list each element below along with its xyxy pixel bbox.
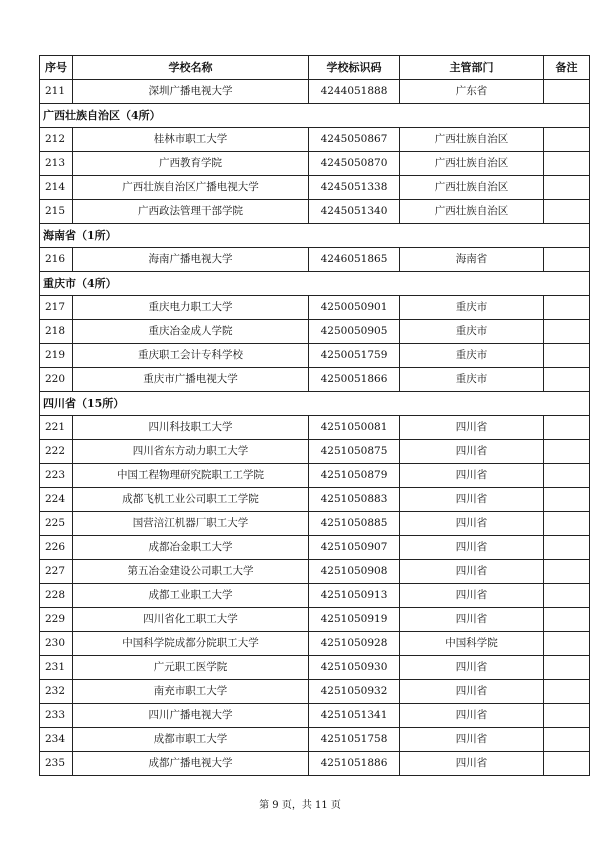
cell-department: 四川省 bbox=[400, 728, 544, 752]
header-seq: 序号 bbox=[40, 56, 73, 80]
table-row bbox=[40, 728, 590, 752]
table-row bbox=[40, 704, 590, 728]
cell-school-code: 4251050913 bbox=[309, 584, 400, 608]
table-row bbox=[40, 584, 590, 608]
cell-note bbox=[544, 368, 590, 392]
cell-school-code: 4251051886 bbox=[309, 752, 400, 776]
cell-department: 四川省 bbox=[400, 464, 544, 488]
cell-school-name: 国营涪江机器厂职工大学 bbox=[73, 512, 309, 536]
cell-school-name: 成都市职工大学 bbox=[73, 728, 309, 752]
cell-school-code: 4251050908 bbox=[309, 560, 400, 584]
table-header-row bbox=[40, 56, 590, 80]
cell-school-code: 4251050081 bbox=[309, 416, 400, 440]
table-row bbox=[40, 464, 590, 488]
cell-note bbox=[544, 152, 590, 176]
table-row bbox=[40, 320, 590, 344]
cell-department: 重庆市 bbox=[400, 296, 544, 320]
cell-seq: 231 bbox=[40, 656, 73, 680]
cell-school-name: 中国工程物理研究院职工工学院 bbox=[73, 464, 309, 488]
cell-department: 四川省 bbox=[400, 608, 544, 632]
cell-seq: 235 bbox=[40, 752, 73, 776]
cell-department: 重庆市 bbox=[400, 320, 544, 344]
cell-seq: 226 bbox=[40, 536, 73, 560]
cell-note bbox=[544, 440, 590, 464]
cell-school-name: 四川省东方动力职工大学 bbox=[73, 440, 309, 464]
cell-seq: 233 bbox=[40, 704, 73, 728]
cell-school-name: 重庆职工会计专科学校 bbox=[73, 344, 309, 368]
header-school-name: 学校名称 bbox=[73, 56, 309, 80]
header-department: 主管部门 bbox=[400, 56, 544, 80]
table-row bbox=[40, 344, 590, 368]
cell-department: 四川省 bbox=[400, 656, 544, 680]
group-header-row bbox=[40, 224, 590, 248]
cell-note bbox=[544, 536, 590, 560]
cell-department: 广西壮族自治区 bbox=[400, 176, 544, 200]
cell-department: 广西壮族自治区 bbox=[400, 200, 544, 224]
cell-seq: 212 bbox=[40, 128, 73, 152]
cell-school-code: 4250051759 bbox=[309, 344, 400, 368]
cell-department: 四川省 bbox=[400, 752, 544, 776]
cell-school-name: 成都工业职工大学 bbox=[73, 584, 309, 608]
group-label: 重庆市（4所） bbox=[40, 272, 590, 296]
cell-note bbox=[544, 656, 590, 680]
cell-department: 四川省 bbox=[400, 584, 544, 608]
cell-school-name: 成都冶金职工大学 bbox=[73, 536, 309, 560]
cell-seq: 232 bbox=[40, 680, 73, 704]
cell-school-code: 4246051865 bbox=[309, 248, 400, 272]
table-body bbox=[40, 80, 590, 776]
cell-seq: 228 bbox=[40, 584, 73, 608]
cell-note bbox=[544, 416, 590, 440]
table-row bbox=[40, 248, 590, 272]
cell-school-code: 4251050932 bbox=[309, 680, 400, 704]
cell-seq: 211 bbox=[40, 80, 73, 104]
cell-department: 广东省 bbox=[400, 80, 544, 104]
cell-department: 四川省 bbox=[400, 416, 544, 440]
cell-seq: 222 bbox=[40, 440, 73, 464]
cell-department: 四川省 bbox=[400, 440, 544, 464]
group-header-row bbox=[40, 104, 590, 128]
cell-note bbox=[544, 296, 590, 320]
cell-department: 重庆市 bbox=[400, 368, 544, 392]
cell-school-name: 成都飞机工业公司职工工学院 bbox=[73, 488, 309, 512]
cell-school-name: 重庆电力职工大学 bbox=[73, 296, 309, 320]
cell-school-name: 重庆冶金成人学院 bbox=[73, 320, 309, 344]
table-row bbox=[40, 416, 590, 440]
cell-school-code: 4251050883 bbox=[309, 488, 400, 512]
cell-seq: 225 bbox=[40, 512, 73, 536]
cell-school-code: 4245050870 bbox=[309, 152, 400, 176]
table-row bbox=[40, 680, 590, 704]
cell-seq: 220 bbox=[40, 368, 73, 392]
table-row bbox=[40, 368, 590, 392]
cell-note bbox=[544, 128, 590, 152]
cell-note bbox=[544, 488, 590, 512]
table-row bbox=[40, 296, 590, 320]
cell-school-code: 4251050930 bbox=[309, 656, 400, 680]
table-row bbox=[40, 560, 590, 584]
cell-school-code: 4244051888 bbox=[309, 80, 400, 104]
cell-note bbox=[544, 464, 590, 488]
group-label: 四川省（15所） bbox=[40, 392, 590, 416]
cell-seq: 230 bbox=[40, 632, 73, 656]
cell-school-name: 广西政法管理干部学院 bbox=[73, 200, 309, 224]
group-label: 广西壮族自治区（4所） bbox=[40, 104, 590, 128]
cell-seq: 214 bbox=[40, 176, 73, 200]
cell-school-name: 桂林市职工大学 bbox=[73, 128, 309, 152]
table-row bbox=[40, 200, 590, 224]
cell-seq: 215 bbox=[40, 200, 73, 224]
cell-note bbox=[544, 320, 590, 344]
cell-department: 重庆市 bbox=[400, 344, 544, 368]
cell-note bbox=[544, 560, 590, 584]
cell-school-name: 四川科技职工大学 bbox=[73, 416, 309, 440]
cell-seq: 224 bbox=[40, 488, 73, 512]
page-footer: 第 9 页，共 11 页 bbox=[259, 800, 341, 811]
cell-school-code: 4251050919 bbox=[309, 608, 400, 632]
cell-school-code: 4245050867 bbox=[309, 128, 400, 152]
cell-note bbox=[544, 344, 590, 368]
cell-seq: 234 bbox=[40, 728, 73, 752]
table-row bbox=[40, 152, 590, 176]
cell-department: 中国科学院 bbox=[400, 632, 544, 656]
cell-note bbox=[544, 752, 590, 776]
cell-school-code: 4251051758 bbox=[309, 728, 400, 752]
cell-school-code: 4245051340 bbox=[309, 200, 400, 224]
cell-school-name: 深圳广播电视大学 bbox=[73, 80, 309, 104]
cell-seq: 221 bbox=[40, 416, 73, 440]
cell-school-name: 四川广播电视大学 bbox=[73, 704, 309, 728]
cell-school-code: 4250050901 bbox=[309, 296, 400, 320]
cell-note bbox=[544, 608, 590, 632]
cell-department: 海南省 bbox=[400, 248, 544, 272]
cell-school-name: 重庆市广播电视大学 bbox=[73, 368, 309, 392]
cell-school-name: 四川省化工职工大学 bbox=[73, 608, 309, 632]
table-row bbox=[40, 608, 590, 632]
cell-note bbox=[544, 704, 590, 728]
cell-school-code: 4250051866 bbox=[309, 368, 400, 392]
cell-school-name: 成都广播电视大学 bbox=[73, 752, 309, 776]
cell-department: 四川省 bbox=[400, 560, 544, 584]
cell-department: 广西壮族自治区 bbox=[400, 152, 544, 176]
cell-note bbox=[544, 200, 590, 224]
cell-school-name: 广元职工医学院 bbox=[73, 656, 309, 680]
cell-department: 广西壮族自治区 bbox=[400, 128, 544, 152]
cell-school-code: 4251050885 bbox=[309, 512, 400, 536]
cell-department: 四川省 bbox=[400, 512, 544, 536]
group-header-row bbox=[40, 392, 590, 416]
table-row bbox=[40, 128, 590, 152]
cell-school-code: 4245051338 bbox=[309, 176, 400, 200]
table-row bbox=[40, 656, 590, 680]
cell-note bbox=[544, 176, 590, 200]
cell-school-code: 4251050928 bbox=[309, 632, 400, 656]
cell-seq: 219 bbox=[40, 344, 73, 368]
cell-seq: 223 bbox=[40, 464, 73, 488]
table-row bbox=[40, 440, 590, 464]
table-row bbox=[40, 176, 590, 200]
cell-school-name: 中国科学院成都分院职工大学 bbox=[73, 632, 309, 656]
table-row bbox=[40, 80, 590, 104]
table-row bbox=[40, 536, 590, 560]
cell-note bbox=[544, 632, 590, 656]
cell-department: 四川省 bbox=[400, 680, 544, 704]
table-row bbox=[40, 632, 590, 656]
cell-department: 四川省 bbox=[400, 536, 544, 560]
cell-school-code: 4251050907 bbox=[309, 536, 400, 560]
cell-department: 四川省 bbox=[400, 488, 544, 512]
cell-note bbox=[544, 512, 590, 536]
cell-school-code: 4251051341 bbox=[309, 704, 400, 728]
cell-note bbox=[544, 728, 590, 752]
table-row bbox=[40, 488, 590, 512]
cell-seq: 218 bbox=[40, 320, 73, 344]
cell-seq: 217 bbox=[40, 296, 73, 320]
header-note: 备注 bbox=[544, 56, 590, 80]
cell-school-name: 南充市职工大学 bbox=[73, 680, 309, 704]
cell-note bbox=[544, 248, 590, 272]
cell-school-name: 第五冶金建设公司职工大学 bbox=[73, 560, 309, 584]
cell-school-name: 广西教育学院 bbox=[73, 152, 309, 176]
cell-note bbox=[544, 584, 590, 608]
school-list-table bbox=[39, 55, 590, 776]
table-row bbox=[40, 512, 590, 536]
cell-school-code: 4250050905 bbox=[309, 320, 400, 344]
cell-seq: 227 bbox=[40, 560, 73, 584]
cell-school-name: 海南广播电视大学 bbox=[73, 248, 309, 272]
header-school-code: 学校标识码 bbox=[309, 56, 400, 80]
group-header-row bbox=[40, 272, 590, 296]
table-row bbox=[40, 752, 590, 776]
cell-seq: 216 bbox=[40, 248, 73, 272]
cell-department: 四川省 bbox=[400, 704, 544, 728]
cell-seq: 229 bbox=[40, 608, 73, 632]
cell-note bbox=[544, 680, 590, 704]
cell-note bbox=[544, 80, 590, 104]
cell-school-code: 4251050879 bbox=[309, 464, 400, 488]
cell-school-name: 广西壮族自治区广播电视大学 bbox=[73, 176, 309, 200]
cell-seq: 213 bbox=[40, 152, 73, 176]
group-label: 海南省（1所） bbox=[40, 224, 590, 248]
cell-school-code: 4251050875 bbox=[309, 440, 400, 464]
